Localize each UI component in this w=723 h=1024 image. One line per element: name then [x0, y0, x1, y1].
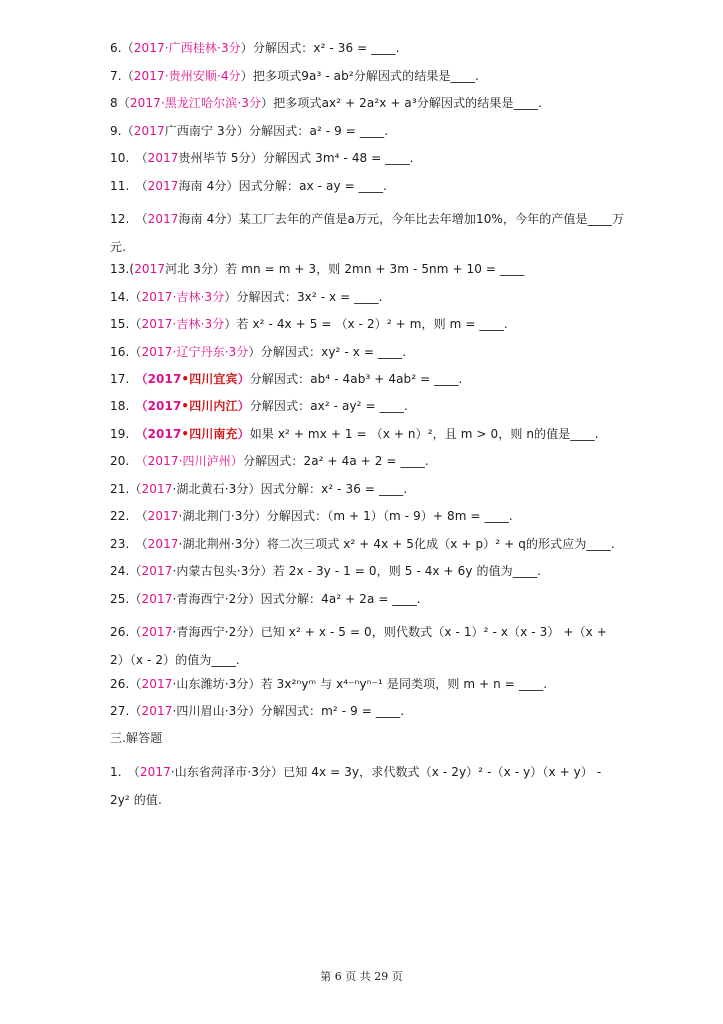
question-text: 已知 4x = 3y，求代数式（x - 2y）² -（x - y）（x + y） - 2y² 的值. — [110, 765, 602, 807]
question-17: 17. （2017•四川宜宾）分解因式：ab⁴ - 4ab³ + 4ab² = ____. — [110, 372, 463, 386]
question-6: 6.（2017·广西桂林·3分）分解因式：x² - 36 = ____. — [110, 41, 400, 55]
question-text: 分解因式 3m⁴ - 48 = ____. — [262, 151, 414, 165]
question-text: 因式分解：4a² + 2a = ____. — [260, 592, 421, 606]
question-text: 因式分解：x² - 36 = ____. — [260, 482, 408, 496]
question-13: 13.(2017河北 3分）若 mn = m + 3，则 2mn + 3m - 5nm + 10 = ____ — [110, 262, 525, 276]
question-19: 19. （2017•四川南充）如果 x² + mx + 1 = （x + n）²，且 m > 0，则 n的值是____. — [110, 427, 599, 441]
answer-question-1: 1. （2017·山东省菏泽市·3分）已知 4x = 3y，求代数式（x - 2y）² -（x - y）（x + y） - 2y² 的值. — [110, 765, 602, 807]
question-12: 12. （2017海南 4分）某工厂去年的产值是a万元，今年比去年增加10%，今年的产值是____万元. — [110, 212, 625, 254]
question-text: 若 3x²ⁿyᵐ 与 x⁴⁻ⁿyⁿ⁻¹ 是同类项，则 m + n = ____. — [260, 677, 548, 691]
question-text: 把多项式9a³ - ab²分解因式的结果是____. — [252, 69, 479, 83]
page-footer: 第 6 页 共 29 页 — [320, 970, 403, 983]
question-25: 25.（2017·青海西宁·2分）因式分解：4a² + 2a = ____. — [110, 592, 421, 606]
question-text: 分解因式：（m + 1）（m - 9）+ 8m = ____. — [266, 509, 513, 523]
question-text: 分解因式：a² - 9 = ____. — [248, 124, 389, 138]
question-text: 分解因式：ax² - ay² = ____. — [249, 399, 408, 413]
question-14: 14.（2017·吉林·3分）分解因式：3x² - x = ____. — [110, 290, 383, 304]
question-16: 16.（2017·辽宁丹东·3分）分解因式：xy² - x = ____. — [110, 345, 407, 359]
question-26b: 26.（2017·山东潍坊·3分）若 3x²ⁿyᵐ 与 x⁴⁻ⁿyⁿ⁻¹ 是同类项，则 m + n = ____. — [110, 677, 548, 691]
question-text: 分解因式：m² - 9 = ____. — [260, 704, 405, 718]
question-9: 9.（2017广西南宁 3分）分解因式：a² - 9 = ____. — [110, 124, 389, 138]
question-27: 27.（2017·四川眉山·3分）分解因式：m² - 9 = ____. — [110, 704, 405, 718]
question-text: 分解因式：x² - 36 = ____. — [252, 41, 400, 55]
question-26a: 26.（2017·青海西宁·2分）已知 x² + x - 5 = 0，则代数式（x - 1）² - x（x - 3） +（x + 2）（x - 2）的值为____. — [110, 625, 607, 667]
question-7: 7.（2017·贵州安顺·4分）把多项式9a³ - ab²分解因式的结果是____. — [110, 69, 479, 83]
question-text: 某工厂去年的产值是a万元，今年比去年增加10%，今年的产值是____万元. — [110, 212, 625, 254]
section-heading: 三.解答题 — [110, 731, 163, 745]
question-text: 因式分解：ax - ay = ____. — [238, 179, 387, 193]
question-21: 21.（2017·湖北黄石·3分）因式分解：x² - 36 = ____. — [110, 482, 408, 496]
question-10: 10. （2017贵州毕节 5分）分解因式 3m⁴ - 48 = ____. — [110, 151, 414, 165]
question-text: 若 2x - 3y - 1 = 0，则 5 - 4x + 6y 的值为____. — [272, 564, 542, 578]
question-8: 8（2017·黑龙江哈尔滨·3分）把多项式ax² + 2a²x + a³分解因式的结果是____. — [110, 96, 542, 110]
question-15: 15.（2017·吉林·3分）若 x² - 4x + 5 = （x - 2）² + m，则 m = ____. — [110, 317, 508, 331]
question-11: 11. （2017海南 4分）因式分解：ax - ay = ____. — [110, 179, 387, 193]
question-text: 将二次三项式 x² + 4x + 5化成（x + p）² + q的形式应为____. — [266, 537, 615, 551]
question-text: 已知 x² + x - 5 = 0，则代数式（x - 1）² - x（x - 3） +（x + 2）（x - 2）的值为____. — [110, 625, 607, 667]
question-text: 分解因式：ab⁴ - 4ab³ + 4ab² = ____. — [249, 372, 463, 386]
question-text: 如果 x² + mx + 1 = （x + n）²，且 m > 0，则 n的值是____. — [249, 427, 599, 441]
question-text: 若 x² - 4x + 5 = （x - 2）² + m，则 m = ____. — [236, 317, 508, 331]
question-23: 23. （2017·湖北荆州·3分）将二次三项式 x² + 4x + 5化成（x + p）² + q的形式应为____. — [110, 537, 615, 551]
question-22: 22. （2017·湖北荆门·3分）分解因式：（m + 1）（m - 9）+ 8m = ____. — [110, 509, 513, 523]
question-text: 把多项式ax² + 2a²x + a³分解因式的结果是____. — [273, 96, 542, 110]
question-text: 分解因式：3x² - x = ____. — [236, 290, 383, 304]
question-text: 分解因式：xy² - x = ____. — [260, 345, 407, 359]
question-text: 若 mn = m + 3，则 2mn + 3m - 5nm + 10 = ____ — [225, 262, 525, 276]
question-18: 18. （2017•四川内江）分解因式：ax² - ay² = ____. — [110, 399, 408, 413]
question-24: 24.（2017·内蒙古包头·3分）若 2x - 3y - 1 = 0，则 5 - 4x + 6y 的值为____. — [110, 564, 542, 578]
question-text: 分解因式：2a² + 4a + 2 = ____. — [243, 454, 429, 468]
question-20: 20. （2017·四川泸州）分解因式：2a² + 4a + 2 = ____. — [110, 454, 429, 468]
